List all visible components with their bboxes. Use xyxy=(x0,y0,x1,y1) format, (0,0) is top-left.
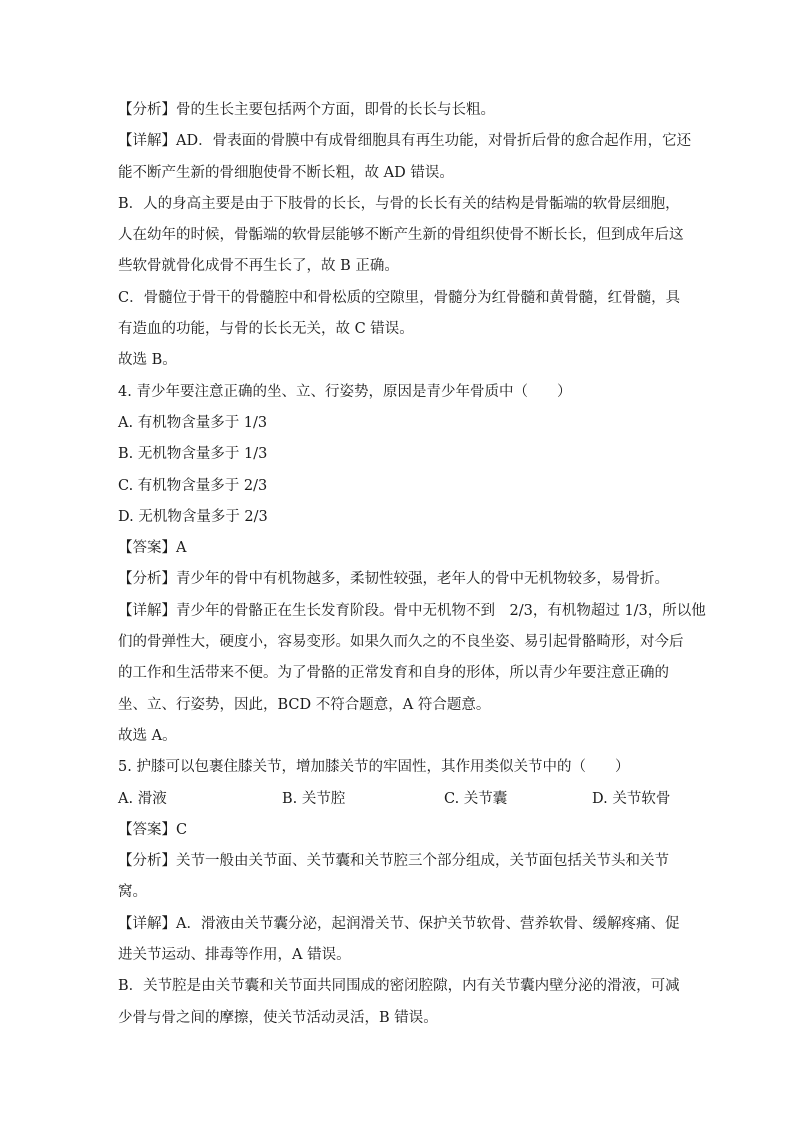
text-line: 们的骨弹性大，硬度小，容易变形。如果久而久之的不良坐姿、易引起骨骼畸形，对今后 xyxy=(118,634,684,651)
option-a: A. 滑液 xyxy=(118,790,167,807)
option-b: B. 关节腔 xyxy=(282,790,346,807)
document-page xyxy=(118,95,706,1034)
text-line: 坐、立、行姿势，因此，BCD 不符合题意，A 符合题意。 xyxy=(118,696,491,713)
answer-line: 【答案】C xyxy=(118,821,188,838)
option-a: A. 有机物含量多于 1/3 xyxy=(118,414,268,431)
text-line: 少骨与骨之间的摩擦，使关节活动灵活，B 错误。 xyxy=(118,1009,438,1026)
text-line: 人在幼年的时候，骨骺端的软骨层能够不断产生新的骨组织使骨不断长长，但到成年后这 xyxy=(118,227,684,244)
text-line: 【详解】AD．骨表面的骨膜中有成骨细胞具有再生功能，对骨折后骨的愈合起作用，它还 xyxy=(118,133,692,150)
text-line: 【详解】A．滑液由关节囊分泌，起润滑关节、保护关节软骨、营养软骨、缓解疼痛、促 xyxy=(118,915,680,932)
option-b: B. 无机物含量多于 1/3 xyxy=(118,446,268,463)
text-line: B．关节腔是由关节囊和关节面共同围成的密闭腔隙，内有关节囊内壁分泌的滑液，可减 xyxy=(118,978,680,995)
text-line: B．人的身高主要是由于下肢骨的长长，与骨的长长有关的结构是骨骺端的软骨层细胞， xyxy=(118,195,680,212)
text-line: 故选 A。 xyxy=(118,727,177,744)
text-line: 【分析】关节一般由关节面、关节囊和关节腔三个部分组成，关节面包括关节头和关节 xyxy=(118,853,669,870)
option-d: D. 无机物含量多于 2/3 xyxy=(118,508,268,525)
text-line: 能不断产生新的骨细胞使骨不断长粗，故 AD 错误。 xyxy=(118,164,454,181)
answer-line: 【答案】A xyxy=(118,540,187,557)
text-line: 有造血的功能，与骨的长长无关，故 C 错误。 xyxy=(118,321,414,338)
text-line: 的工作和生活带来不便。为了骨骼的正常发育和自身的形体，所以青少年要注意正确的 xyxy=(118,665,669,682)
text-line: 故选 B。 xyxy=(118,352,177,369)
text-line: 窝。 xyxy=(118,884,147,901)
text-line: 【分析】骨的生长主要包括两个方面，即骨的长长与长粗。 xyxy=(118,102,495,118)
question-4: 4. 青少年要注意正确的坐、立、行姿势，原因是青少年骨质中（ ） xyxy=(118,383,572,400)
option-c: C. 有机物含量多于 2/3 xyxy=(118,477,268,494)
question-5-options xyxy=(118,784,678,815)
option-d: D. 关节软骨 xyxy=(592,790,671,807)
text-line: 【详解】青少年的骨骼正在生长发育阶段。骨中无机物不到 2/3，有机物超过 1/3，所以他 xyxy=(118,602,706,619)
text-line: 【分析】青少年的骨中有机物越多，柔韧性较强，老年人的骨中无机物较多，易骨折。 xyxy=(118,571,669,588)
text-line: 些软骨就骨化成骨不再生长了，故 B 正确。 xyxy=(118,258,399,275)
option-c: C. 关节囊 xyxy=(444,790,508,807)
text-line: 进关节运动、排毒等作用，A 错误。 xyxy=(118,947,351,964)
text-line: C．骨髓位于骨干的骨髓腔中和骨松质的空隙里，骨髓分为红骨髓和黄骨髓，红骨髓，具 xyxy=(118,289,681,306)
question-5: 5. 护膝可以包裹住膝关节，增加膝关节的牢固性，其作用类似关节中的（ ） xyxy=(118,759,630,776)
